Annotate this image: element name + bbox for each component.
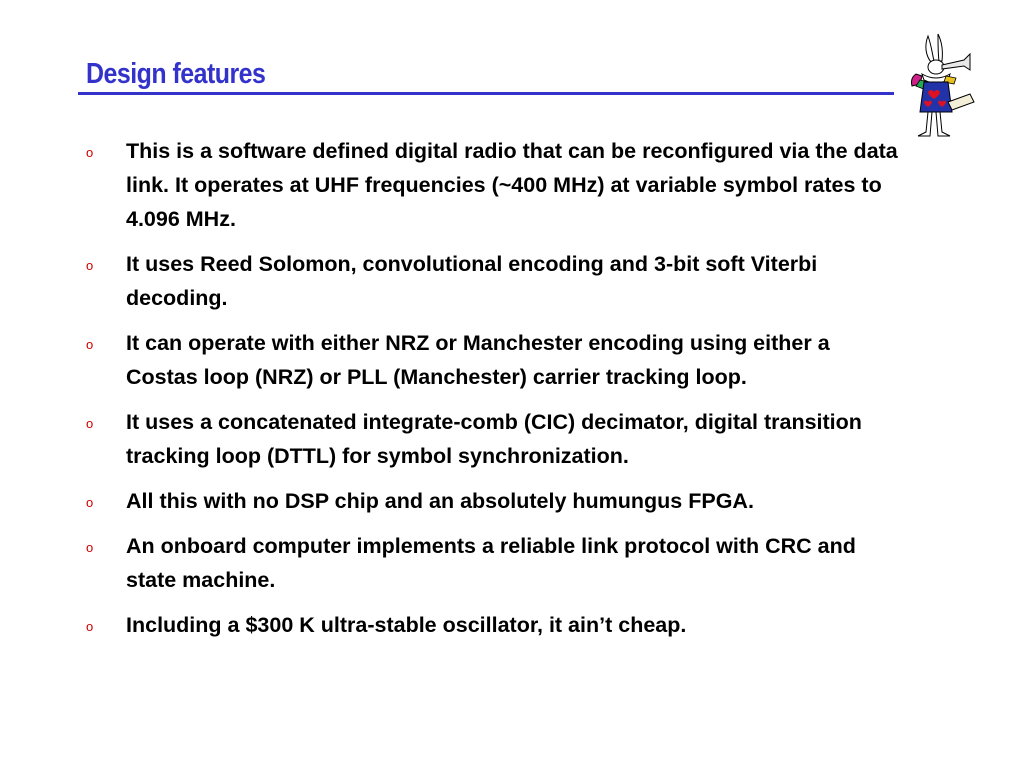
- bullet-text: It uses a concatenated integrate-comb (CIC) decimator, digital transition tracking loop (DTTL) for symbol synchronization.: [126, 410, 862, 468]
- bullet-text: All this with no DSP chip and an absolutely humungus FPGA.: [126, 489, 754, 513]
- list-item: [86, 134, 906, 236]
- bullet-marker: o: [86, 495, 94, 510]
- bullet-list: [86, 134, 906, 653]
- list-item: [86, 608, 906, 642]
- list-item: [86, 247, 906, 315]
- bullet-marker: o: [86, 619, 94, 634]
- title-underline: [78, 92, 894, 95]
- white-rabbit-trumpeter-icon: [898, 32, 978, 140]
- bullet-marker: o: [86, 337, 94, 352]
- bullet-marker: o: [86, 258, 94, 273]
- bullet-text: Including a $300 K ultra-stable oscillator, it ain’t cheap.: [126, 613, 687, 637]
- bullet-text: It can operate with either NRZ or Manchester encoding using either a Costas loop (NRZ) or PLL (Manchester) carrier tracking loop.: [126, 331, 830, 389]
- bullet-marker: o: [86, 145, 94, 160]
- bullet-text: An onboard computer implements a reliable link protocol with CRC and state machine.: [126, 534, 856, 592]
- bullet-marker: o: [86, 416, 94, 431]
- list-item: [86, 405, 906, 473]
- bullet-marker: o: [86, 540, 94, 555]
- list-item: [86, 529, 906, 597]
- bullet-text: This is a software defined digital radio that can be reconfigured via the data link. It operates at UHF frequencies (~400 MHz) at variable symbol rates to 4.096 MHz.: [126, 139, 898, 231]
- bullet-text: It uses Reed Solomon, convolutional encoding and 3-bit soft Viterbi decoding.: [126, 252, 818, 310]
- list-item: [86, 326, 906, 394]
- slide-title: Design features: [86, 58, 266, 90]
- list-item: [86, 484, 906, 518]
